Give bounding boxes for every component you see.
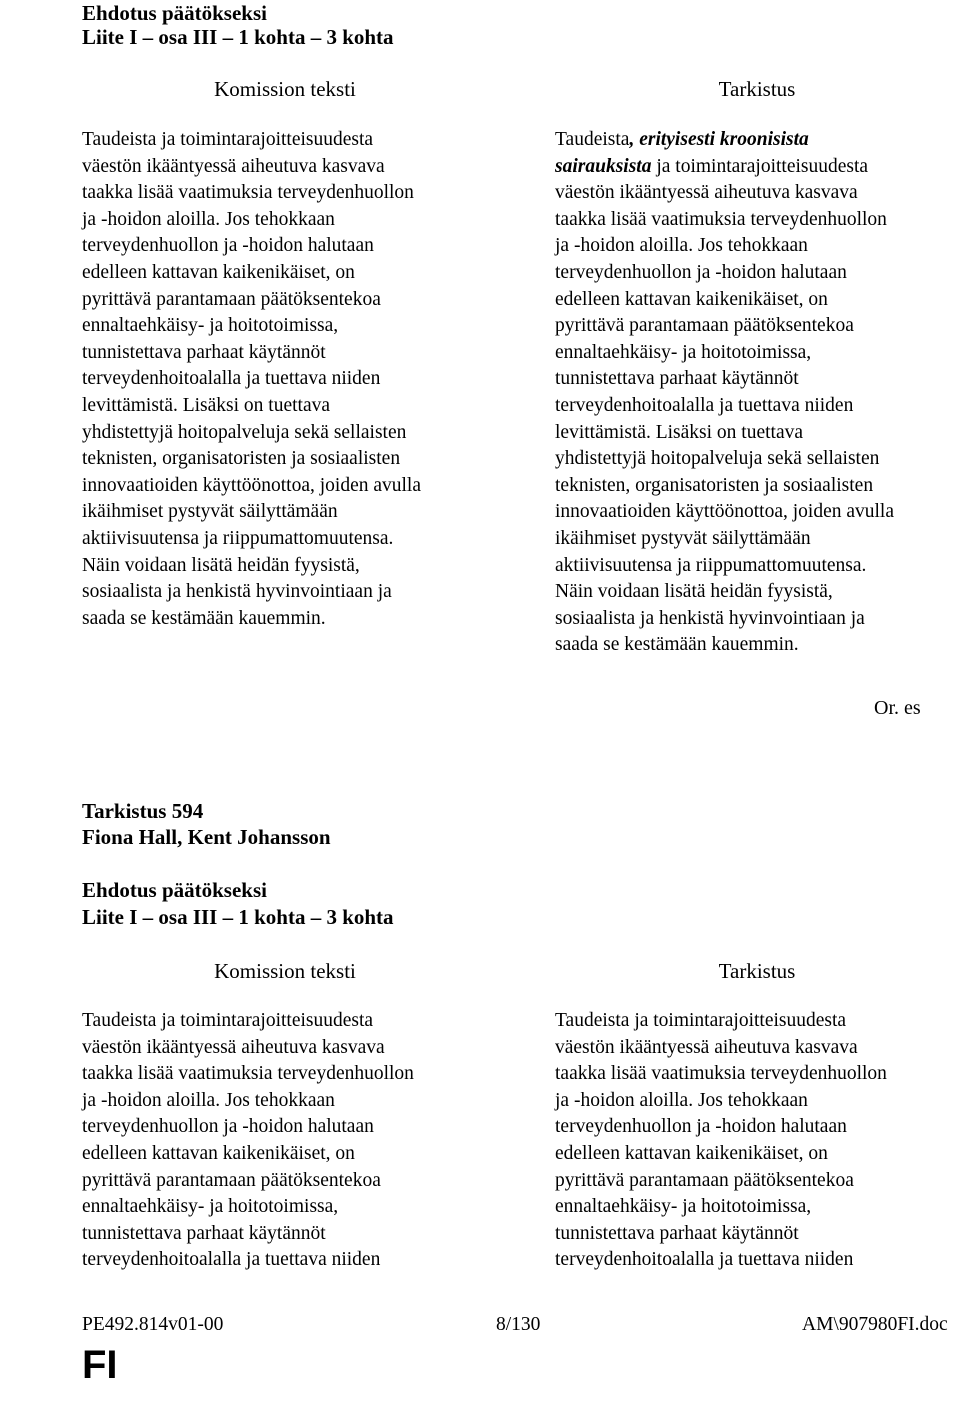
text-line: tunnistettava parhaat käytännöt bbox=[82, 341, 326, 363]
text-line: pyrittävä parantamaan päätöksentekoa bbox=[82, 288, 381, 310]
text-line: ennaltaehkäisy- ja hoitotoimissa, bbox=[82, 1196, 339, 1218]
text-line: pyrittävä parantamaan päätöksentekoa bbox=[555, 1169, 854, 1191]
text-line: yhdistettyjä hoitopalveluja sekä sellaisten bbox=[82, 421, 407, 443]
text-line: Taudeista ja toimintarajoitteisuudesta bbox=[82, 129, 374, 150]
page-number: 8/130 bbox=[496, 1314, 541, 1335]
text-line: väestön ikääntyessä aiheutuva kasvava bbox=[82, 1036, 385, 1058]
text-line: sosiaalista ja henkistä hyvinvointiaan ja bbox=[82, 581, 392, 603]
text-amended: , erityisesti kroonisista bbox=[629, 129, 809, 150]
commission-text-column bbox=[82, 1008, 492, 1274]
amendment-label: Tarkistus bbox=[82, 799, 167, 823]
reference-heading: Liite I – osa III – 1 kohta – 3 kohta bbox=[82, 905, 394, 929]
text-line: Näin voidaan lisätä heidän fyysistä, bbox=[82, 554, 360, 576]
text-line: ennaltaehkäisy- ja hoitotoimissa, bbox=[555, 341, 812, 363]
text-line: tunnistettava parhaat käytännöt bbox=[555, 368, 799, 390]
text-line: väestön ikääntyessä aiheutuva kasvava bbox=[82, 155, 385, 177]
commission-text-header: Komission teksti bbox=[214, 959, 356, 983]
text-line: yhdistettyjä hoitopalveluja sekä sellaisten bbox=[555, 448, 880, 470]
reference-heading: Liite I – osa III – 1 kohta – 3 kohta bbox=[82, 25, 394, 49]
text-line: saada se kestämään kauemmin. bbox=[555, 634, 799, 656]
amendment-header: Tarkistus bbox=[718, 77, 796, 101]
text-line: saada se kestämään kauemmin. bbox=[82, 607, 326, 629]
text-line: taakka lisää vaatimuksia terveydenhuollon bbox=[82, 1063, 414, 1085]
text-plain: Taudeista bbox=[555, 129, 630, 150]
text-line: ja -hoidon aloilla. Jos tehokkaan bbox=[555, 235, 808, 257]
text-line bbox=[555, 127, 960, 154]
commission-text-column bbox=[82, 127, 492, 632]
text-line: terveydenhoitoalalla ja tuettava niiden bbox=[555, 1249, 854, 1271]
text-line: ikäihmiset pystyvät säilyttämään bbox=[82, 501, 338, 523]
text-line bbox=[555, 154, 960, 181]
text-line: terveydenhuollon ja -hoidon halutaan bbox=[555, 261, 847, 283]
text-line: taakka lisää vaatimuksia terveydenhuollon bbox=[555, 1063, 887, 1085]
text-line: ja -hoidon aloilla. Jos tehokkaan bbox=[82, 1089, 335, 1111]
text-line: ennaltaehkäisy- ja hoitotoimissa, bbox=[555, 1196, 812, 1218]
text-plain: ja toimintarajoitteisuudesta bbox=[651, 155, 869, 177]
proposal-label: Ehdotus päätökseksi bbox=[82, 878, 267, 902]
text-line: edelleen kattavan kaikenikäiset, on bbox=[82, 1142, 355, 1164]
text-line: ennaltaehkäisy- ja hoitotoimissa, bbox=[82, 315, 339, 337]
amendment-text-column bbox=[555, 127, 960, 659]
amendment-header: Tarkistus bbox=[718, 959, 796, 983]
text-line: innovaatioiden käyttöönottoa, joiden avulla bbox=[82, 474, 422, 496]
text-line: terveydenhoitoalalla ja tuettava niiden bbox=[82, 368, 381, 390]
text-line: levittämistä. Lisäksi on tuettava bbox=[82, 394, 331, 416]
text-line: sosiaalista ja henkistä hyvinvointiaan ja bbox=[555, 607, 865, 629]
text-line: aktiivisuutensa ja riippumattomuutensa. bbox=[555, 554, 867, 576]
text-line: tunnistettava parhaat käytännöt bbox=[555, 1222, 799, 1244]
amendment-number-heading bbox=[82, 798, 203, 824]
text-line: teknisten, organisatoristen ja sosiaalisten bbox=[555, 474, 874, 496]
text-line: pyrittävä parantamaan päätöksentekoa bbox=[555, 315, 854, 337]
text-line: terveydenhoitoalalla ja tuettava niiden bbox=[555, 394, 854, 416]
file-name: AM\907980FI.doc bbox=[802, 1314, 948, 1335]
text-line: väestön ikääntyessä aiheutuva kasvava bbox=[555, 1036, 858, 1058]
text-line: taakka lisää vaatimuksia terveydenhuollon bbox=[555, 208, 887, 230]
text-line: innovaatioiden käyttöönottoa, joiden avulla bbox=[555, 501, 895, 523]
text-line: tunnistettava parhaat käytännöt bbox=[82, 1222, 326, 1244]
text-line: pyrittävä parantamaan päätöksentekoa bbox=[82, 1169, 381, 1191]
text-line: aktiivisuutensa ja riippumattomuutensa. bbox=[82, 527, 394, 549]
text-line: terveydenhuollon ja -hoidon halutaan bbox=[82, 235, 374, 257]
text-line: terveydenhoitoalalla ja tuettava niiden bbox=[82, 1249, 381, 1271]
text-line: teknisten, organisatoristen ja sosiaalisten bbox=[82, 448, 401, 470]
text-line: taakka lisää vaatimuksia terveydenhuollon bbox=[82, 182, 414, 204]
text-line: edelleen kattavan kaikenikäiset, on bbox=[555, 288, 828, 310]
text-amended: sairauksista bbox=[555, 155, 652, 177]
text-line: ja -hoidon aloilla. Jos tehokkaan bbox=[555, 1089, 808, 1111]
amendment-authors: Fiona Hall, Kent Johansson bbox=[82, 825, 331, 849]
document-reference: PE492.814v01-00 bbox=[82, 1314, 224, 1335]
original-language: Or. es bbox=[874, 697, 921, 719]
text-line: Taudeista ja toimintarajoitteisuudesta bbox=[555, 1010, 847, 1031]
text-line: edelleen kattavan kaikenikäiset, on bbox=[82, 261, 355, 283]
amendment-text-column bbox=[555, 1008, 960, 1274]
text-line: edelleen kattavan kaikenikäiset, on bbox=[555, 1142, 828, 1164]
amendment-number: 594 bbox=[171, 799, 204, 823]
commission-text-header: Komission teksti bbox=[214, 77, 356, 101]
language-code: FI bbox=[82, 1343, 118, 1387]
text-line: ikäihmiset pystyvät säilyttämään bbox=[555, 527, 811, 549]
text-line: terveydenhuollon ja -hoidon halutaan bbox=[555, 1116, 847, 1138]
text-line: terveydenhuollon ja -hoidon halutaan bbox=[82, 1116, 374, 1138]
text-line: levittämistä. Lisäksi on tuettava bbox=[555, 421, 804, 443]
text-line: Taudeista ja toimintarajoitteisuudesta bbox=[82, 1010, 374, 1031]
text-line: ja -hoidon aloilla. Jos tehokkaan bbox=[82, 208, 335, 230]
text-line: väestön ikääntyessä aiheutuva kasvava bbox=[555, 182, 858, 204]
text-line: Näin voidaan lisätä heidän fyysistä, bbox=[555, 581, 833, 603]
proposal-label: Ehdotus päätökseksi bbox=[82, 1, 267, 25]
